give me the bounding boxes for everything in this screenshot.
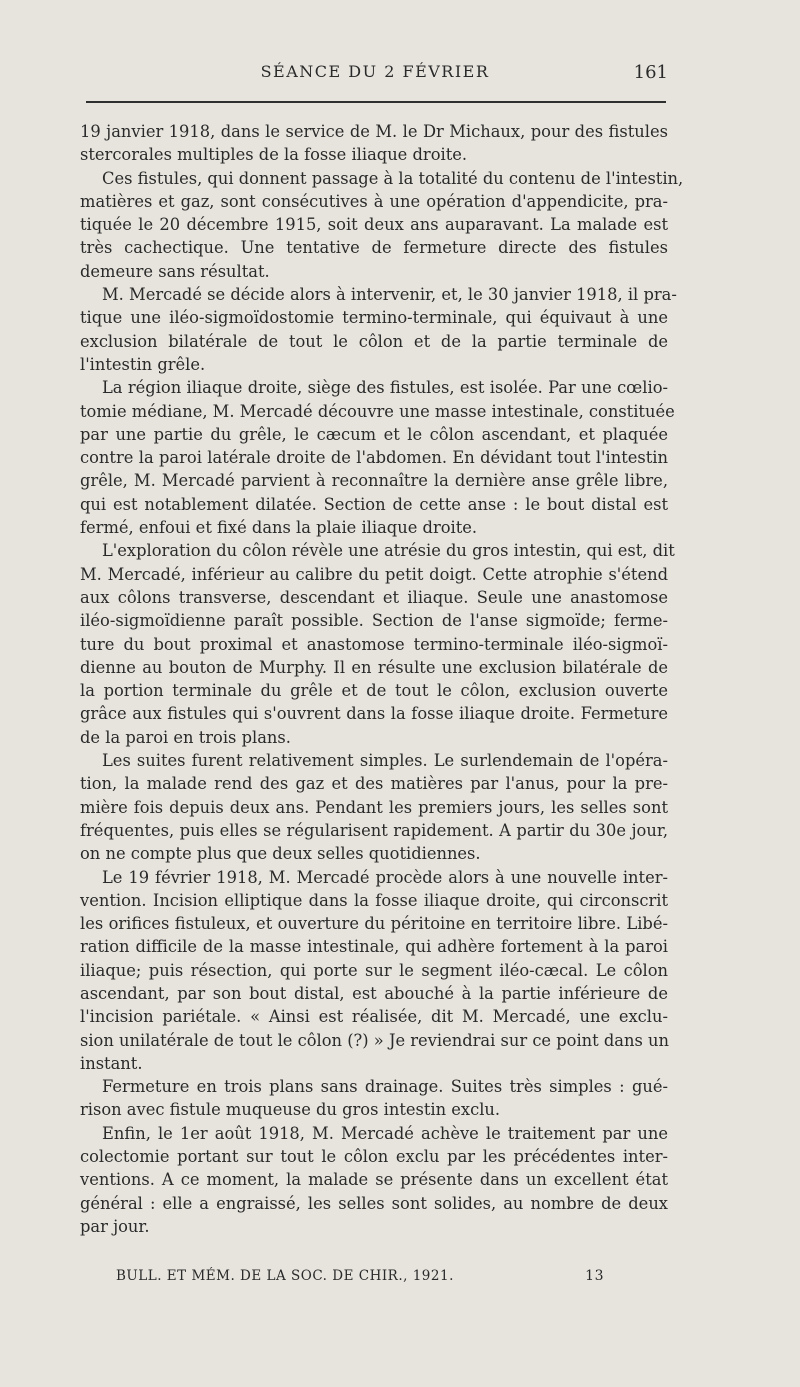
page-number: 161 [633,62,668,83]
body-text [80,120,684,1238]
text-line: La région iliaque droite, siège des fistules, est isolée. Par une cœlio- [102,378,668,398]
paragraph [80,1122,668,1238]
paragraph [80,376,675,539]
header-rule [86,101,666,103]
text-line: L'exploration du côlon révèle une atrésie du gros intestin, qui est, dit [102,541,675,561]
text-line: exclusion bilatérale de tout le côlon et de la partie terminale de [80,331,668,351]
text-line: mière fois depuis deux ans. Pendant les premiers jours, les selles sont [80,797,668,817]
text-line: grêle, M. Mercadé parvient à reconnaître la dernière anse grêle libre, [80,471,668,491]
text-line: instant. [80,1053,143,1073]
text-line: les orifices fistuleux, et ouverture du péritoine en territoire libre. Libé- [80,914,668,934]
journal-reference: BULL. ET MÉM. DE LA SOC. DE CHIR., 1921. [116,1268,454,1284]
text-line: fréquentes, puis elles se régularisent rapidement. A partir du 30e jour, [80,820,668,840]
paragraph [80,866,668,1076]
text-line: dienne au bouton de Murphy. Il en résulte une exclusion bilatérale de [80,657,668,677]
text-line: rison avec fistule muqueuse du gros intestin exclu. [80,1100,501,1120]
text-line: par une partie du grêle, le cæcum et le côlon ascendant, et plaquée [80,424,668,444]
text-line: Le 19 février 1918, M. Mercadé procède alors à une nouvelle inter- [102,867,668,887]
paragraph [80,120,668,167]
text-line: iliaque; puis résection, qui porte sur le segment iléo-cæcal. Le côlon [80,960,668,980]
text-line: iléo-sigmoïdienne paraît possible. Section de l'anse sigmoïde; ferme- [80,611,668,631]
paragraph [80,167,684,283]
paragraph [80,283,677,376]
text-line: ture du bout proximal et anastomose termino-terminale iléo-sigmoï- [80,634,668,654]
text-line: Les suites furent relativement simples. Le surlendemain de l'opéra- [102,751,668,771]
text-line: très cachectique. Une tentative de fermeture directe des fistules [80,238,668,258]
text-line: ventions. A ce moment, la malade se présente dans un excellent état [80,1170,668,1190]
text-line: M. Mercadé, inférieur au calibre du petit doigt. Cette atrophie s'étend [80,564,668,584]
text-line: Fermeture en trois plans sans drainage. Suites très simples : gué- [102,1077,668,1097]
text-line: général : elle a engraissé, les selles sont solides, au nombre de deux [80,1193,668,1213]
text-line: tiquée le 20 décembre 1915, soit deux ans auparavant. La malade est [80,215,668,235]
text-line: contre la paroi latérale droite de l'abdomen. En dévidant tout l'intestin [80,448,668,468]
text-line: tomie médiane, M. Mercadé découvre une masse intestinale, constituée [80,401,675,421]
paragraph [80,749,668,865]
text-line: fermé, enfoui et fixé dans la plaie iliaque droite. [80,518,478,538]
text-line: matières et gaz, sont consécutives à une opération d'appendicite, pra- [80,191,668,211]
text-line: stercorales multiples de la fosse iliaque droite. [80,145,468,165]
text-line: 19 janvier 1918, dans le service de M. le Dr Michaux, pour des fistules [80,122,668,141]
text-line: M. Mercadé se décide alors à intervenir, et, le 30 janvier 1918, il pra- [102,285,677,305]
text-line: aux côlons transverse, descendant et iliaque. Seule une anastomose [80,587,668,607]
text-line: on ne compte plus que deux selles quotidiennes. [80,844,481,864]
text-line: tique une iléo-sigmoïdostomie termino-terminale, qui équivaut à une [80,308,668,328]
running-header [82,62,668,88]
signature-mark: 13 [585,1268,604,1284]
text-line: par jour. [80,1216,150,1236]
text-line: tion, la malade rend des gaz et des matières par l'anus, pour la pre- [80,774,668,794]
text-line: qui est notablement dilatée. Section de cette anse : le bout distal est [80,494,668,514]
paragraph [80,1075,668,1122]
text-line: l'incision pariétale. « Ainsi est réalisée, dit M. Mercadé, une exclu- [80,1007,668,1027]
text-line: de la paroi en trois plans. [80,727,291,747]
header-title: SÉANCE DU 2 FÉVRIER [260,62,490,81]
text-line: colectomie portant sur tout le côlon exclu par les précédentes inter- [80,1147,668,1167]
text-line: Ces fistules, qui donnent passage à la totalité du contenu de l'intestin, [102,168,684,188]
text-line: vention. Incision elliptique dans la fosse iliaque droite, qui circonscrit [80,890,668,910]
text-line: l'intestin grêle. [80,354,206,374]
text-line: grâce aux fistules qui s'ouvrent dans la fosse iliaque droite. Fermeture [80,704,668,724]
text-line: ration difficile de la masse intestinale, qui adhère fortement à la paroi [80,937,668,957]
text-line: la portion terminale du grêle et de tout le côlon, exclusion ouverte [80,681,668,701]
text-line: sion unilatérale de tout le côlon (?) » Je reviendrai sur ce point dans un [80,1030,669,1050]
text-line: Enfin, le 1er août 1918, M. Mercadé achève le traitement par une [102,1123,668,1143]
text-line: demeure sans résultat. [80,261,270,281]
paragraph [80,539,675,749]
text-line: ascendant, par son bout distal, est abouché à la partie inférieure de [80,983,668,1003]
